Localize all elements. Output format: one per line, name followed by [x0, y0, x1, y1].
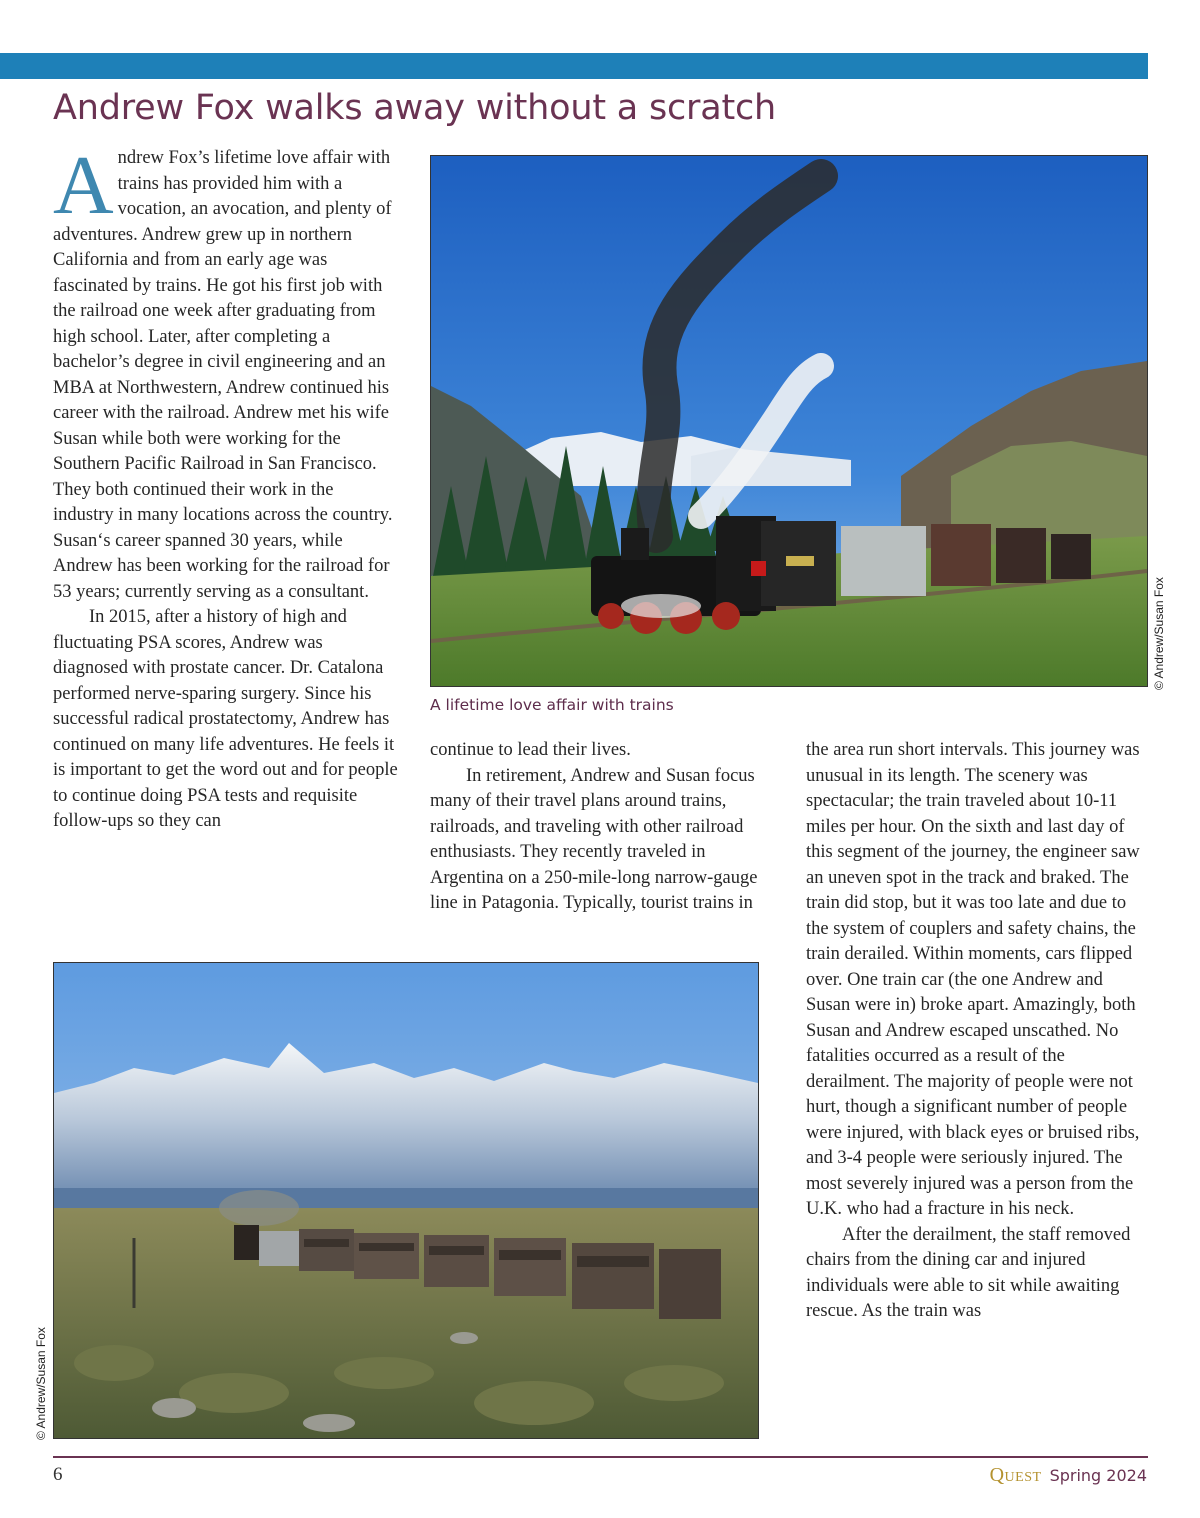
article-paragraph: In 2015, after a history of high and fluctuating PSA scores, Andrew was diagnosed with prostate cancer. Dr. Catalona performed nerve-sparing surgery. Since his successful radical prostatectomy, Andrew has continued on many life adventures. He feels it is important to get the word out and for people to continue doing PSA tests and requisite follow-ups so they can [53, 607, 398, 831]
header-color-bar [0, 53, 1148, 79]
footer-rule [53, 1456, 1148, 1458]
steam-train-photo [430, 155, 1148, 687]
article-paragraph [53, 139, 398, 605]
mountain-train-photo [53, 962, 759, 1439]
photo-credit: © Andrew/Susan Fox [34, 1327, 48, 1440]
paragraph-text: ndrew Fox’s lifetime love affair with trains has provided him with a vocation, an avocation, and plenty of adventures. Andrew grew up in northern California and from an early age was fascinated by trains. He got his first job with the railroad one week after graduating from high school. Later, after completing a bachelor’s degree in civil engineering and an MBA at Northwestern, Andrew continued his career with the railroad. Andrew met his wife Susan while both were working for the Southern Pacific Railroad in San Francisco. They both continued their work in the industry in many locations across the country. Susan‘s career spanned 30 years, while Andrew has been working for the railroad for 53 years; currently serving as a consultant. [53, 148, 393, 602]
steam-train-illustration [431, 156, 1147, 686]
article-paragraph: the area run short intervals. This journey was unusual in its length. The scenery was spectacular; the train traveled about 10-11 miles per hour. On the sixth and last day of this segment of the journey, the engineer saw an uneven spot in the track and braked. The train did stop, but it was too late and due to the system of couplers and safety chains, the train derailed. Within moments, cars flipped over. One train car (the one Andrew and Susan were in) broke apart. Amazingly, both Susan and Andrew escaped unscathed. No fatalities occurred as a result of the derailment. The majority of people were not hurt, though a significant number of people were injured, with black eyes or bruised ribs, and 3-4 people were seriously injured. The most severely injured was a person from the U.K. who had a fracture in his neck. [806, 740, 1140, 1219]
article-paragraph: continue to lead their lives. [430, 740, 631, 760]
article-paragraph: After the derailment, the staff removed chairs from the dining car and injured individuals were able to sit while awaiting rescue. As the train was [806, 1224, 1131, 1321]
article-column-3 [806, 738, 1151, 1325]
publication-name: Quest [989, 1464, 1042, 1486]
mountain-train-illustration [54, 963, 758, 1438]
photo-caption: A lifetime love affair with trains [430, 696, 674, 714]
issue-date: Spring 2024 [1049, 1466, 1147, 1485]
article-column-2 [430, 738, 775, 917]
photo-credit: © Andrew/Susan Fox [1152, 577, 1166, 690]
article-title: Andrew Fox walks away without a scratch [53, 88, 777, 128]
article-paragraph: In retirement, Andrew and Susan focus many of their travel plans around trains, railroads, and traveling with other railroad enthusiasts. They recently traveled in Argentina on a 250-mile-long narrow-gauge line in Patagonia. Typically, tourist trains in [430, 765, 758, 913]
footer-publication [990, 1464, 1147, 1487]
page-number: 6 [53, 1464, 63, 1485]
drop-cap: A [53, 139, 114, 232]
article-column-1 [53, 139, 398, 835]
